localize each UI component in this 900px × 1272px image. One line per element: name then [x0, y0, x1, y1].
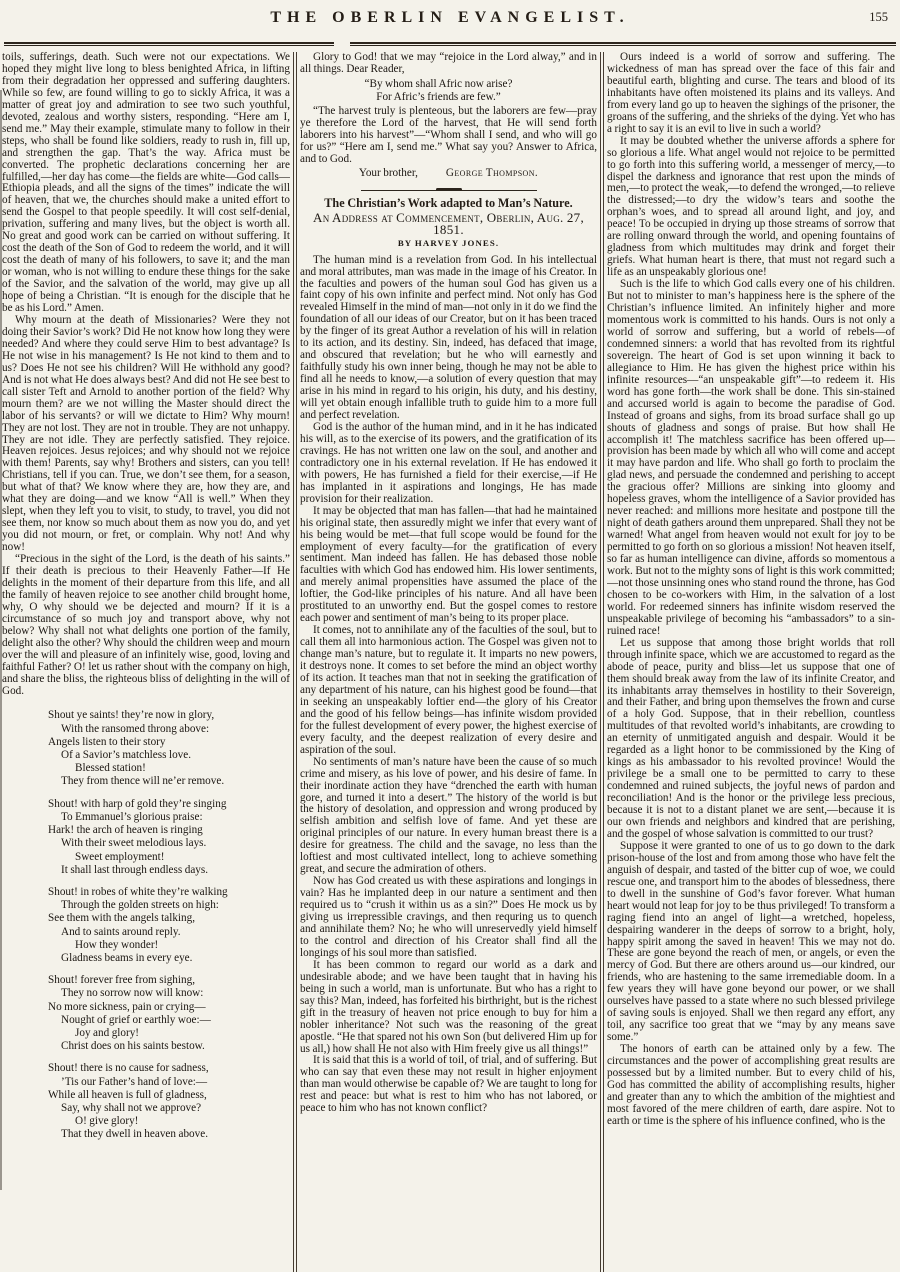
signature-name: George Thompson. — [445, 166, 539, 179]
poem-line: Say, why shall not we approve? — [61, 1101, 202, 1114]
article-byline: BY HARVEY JONES. — [397, 237, 500, 248]
poem-stanza — [48, 1062, 290, 1141]
masthead-rule-left-segment — [4, 42, 334, 46]
paragraph: No sentiments of man’s nature have been the cause of so much crime and misery, as his love of power, and his desire of fame. In their inordinate action they have “drenched the earth with human gore, and turned it into a desert.” The history of the world is but the history of desolation, and oppression and wrong produced by selfish ambition and selfish love of fame. And yet these are original principles of our nature. In every human breast there is a desire for greatness. The child and the savage, no less than the loftiest and most cultivated intellect, long to achieve something great, and secure the admiration of others. — [300, 755, 597, 876]
poem-stanza — [48, 798, 290, 877]
poem-line: Joy and glory! — [75, 1026, 140, 1039]
column-divider — [293, 52, 297, 1272]
paragraph: Ours indeed is a world of sorrow and suffering. The wickedness of man has spread over the face of this fair and beautiful earth, blighting and curse. The tears and blood of its inhabitants have often moistened its plains and its valleys. And from every land go up to heaven the sighings of the prisoner, the groans of the suffering, and the shrieks of the dying. Yet who has a right to say it is an evil to live in such a world? — [607, 52, 895, 135]
column-3 — [607, 52, 895, 1272]
poem-line: It shall last through endless days. — [61, 863, 209, 876]
signature-closing: Your brother, — [358, 166, 418, 179]
scan-edge-artifact — [0, 90, 2, 1190]
poem-line: Christ does on his saints bestow. — [61, 1040, 205, 1053]
poem-line: ’Tis our Father’s hand of love:— — [61, 1075, 208, 1088]
paragraph: It may be doubted whether the universe affords a sphere for so glorious a life. What angel would not rejoice to be permitted to go forth into this suffering world, a messenger of mercy,—to dispel the darkness and ignorance that rest upon the minds of men,—to protect the weak,—to defend the wronged,—to relieve the distressed;—to dry the widow’s tears and soothe the orphan’s woes, and to spread all around light, and joy, and peace! To be occupied in drying up those streams of sorrow that are rolling onward through the world, and opening fountains of gladness from which multitudes may drink and forget their griefs. What human heart is there, that must not regard such a life as an unspeakably glorious one! — [607, 134, 895, 279]
poem-stanza — [48, 974, 290, 1053]
paragraph: “Precious in the sight of the Lord, is the death of his saints.” If their death is precious to their Heavenly Father—If He delights in the moment of their departure from this life, and all the family of heaven rejoice to see another child brought home, why, O why should we be dejected and mourn? If it is a circumstance of so much joy and transport above, why not below? Why shall not what delights one portion of the family, delight also the other? Why should the children weep and mourn over the will and pleasure of an infinitely wise, good, loving and faithful Father? O! let us rather shout with the company on high, and share the bliss, the righteous bliss of delighting in the will of God. — [2, 553, 290, 697]
poem-line: To Emmanuel’s glorious praise: — [61, 810, 203, 823]
page-number: 155 — [869, 10, 888, 24]
poem-line: With the ransomed throng above: — [61, 722, 210, 735]
paragraph: God is the author of the human mind, and in it he has indicated his will, as to the exercise of its powers, and the gratification of its cravings. He has not written one law on the soul, and another and contradictory one in his external revelation. If He has endowed it with powers, He has furnished a field for their exercise,—if He has implanted in it aspirations and longings, He has made provision for their realization. — [300, 420, 597, 505]
poem-line: Blessed station! — [75, 762, 146, 775]
poem-line: With their sweet melodious lays. — [61, 837, 207, 850]
paragraph: Now has God created us with these aspirations and longings in vain? Has he implanted deep in our nature a sentiment and then required us to “crush it within us as a sin?” Does He mock us by giving us irrepressible cravings, and then requring us to quench and annihilate them? No; he who will unreservedly yield himself to the control and direction of his Creator shall find all the longings of his soul more than satisfied. — [300, 875, 597, 959]
afric-couplet — [306, 78, 571, 103]
letter-paragraph: “The harvest truly is plenteous, but the laborers are few—pray ye therefore the Lord of the harvest, that He will send forth laborers into his harvest”—“Whom shall I send, and who will go for us?” “Here am I, send me.” What say you? Answer to Africa, and to God. — [300, 105, 597, 165]
paragraph: The human mind is a revelation from God. In his intellectual and moral attributes, man was made in the image of his Creator. In the faculties and powers of the human soul God has given us a faint copy of his own infinite and perfect mind. Not only has God revealed Himself in the mind of man—not only in it do we find the foundation of all our ideas of our Creator, but on it has been traced by the finger of its great Author a revelation of his will in relation to its action, and its destiny. Sin, indeed, has defaced that image, and obscured that revelation; but he who will earnestly and faithfully study his own inner being, though he may not be able to find all he needs to know,—a solution of every question that may arise in his mind in regard to his origin, his duty, and his destiny, will yet obtain enough infallible truth to guide him to a more full and perfect revelation. — [300, 253, 597, 422]
poem-line: Shout! forever free from sighing, — [48, 974, 195, 987]
poem-line: Angels listen to their story — [48, 735, 166, 748]
couplet-line: “By whom shall Afric now arise? — [364, 77, 513, 90]
poem-line: Sweet employment! — [75, 850, 165, 863]
column-divider — [600, 52, 604, 1272]
letter-paragraph: Glory to God! that we may “rejoice in the Lord alway,” and in all things. Dear Reader, — [300, 52, 597, 75]
poem-line: No more sickness, pain or crying— — [48, 1000, 206, 1013]
poem-line: Through the golden streets on high: — [61, 899, 219, 912]
paragraph: Suppose it were granted to one of us to go down to the dark prison-house of the lost and from among those who have felt the anguish of despair, and tasted of the bitter cup of woe, we could rescue one, and transport him to the abodes of blessedness, there to dwell in the sunshine of God’s favor forever. What human heart would not leap for joy to be thus privileged! To transform a raging fiend into an angel of light—a wretched, hopeless, despairing wanderer in the deeps of sorrow to a bright, holy, happy spirit among the saved in heaven! This we may not do. These are gone beyond the reach of men, or angels, or even the mercy of God. But there are others around us—our kindred, our friends, who are hastening to the same irremediable doom. In a few years they will have gone beyond our power, or we shall ourselves have passed to a state where no such blessed privilege of saving souls is enjoyed. Shall we then regard any effort, any toil, any sacrifice too great that we “may by any means save some.” — [607, 839, 895, 1044]
paragraph: It comes, not to annihilate any of the faculties of the soul, but to call them all into harmonious action. The Gospel was given not to change man’s nature, but to regulate it. It imparts no new powers, it destroys none. It comes to set before the mind an object worthy of its action. It teaches man that not in seeking the gratification of any department of his nature, can his highest good be found—that in seeking an unspeakably loftier end—the glory of his Creator and the good of his fellow beings—has infinite wisdom provided for the fullest development of every power, the highest exercise of every faculty, and the deepest realization of every desire and aspiration of the soul. — [300, 624, 597, 756]
poem-line: How they wonder! — [75, 938, 159, 951]
paragraph: Why mourn at the death of Missionaries? Were they not doing their Savior’s work? Did He not know how long they were needed? And where they could serve Him to best advantage? Is He not wise in his management? Is He not kind to them and to us? Does He not see his children? Will He withhold any good? And is not what He does always best? And did not He see best to call sister Teft and Arnold to another portion of the field? Why mourn them? are we not willing the Master should direct the labor of his servants? or will we dictate to Him? Why mourn! They are not lost. They are not in trouble. They are not unhappy. They are not idle. They are perfectly satisfied. They rejoice. Heaven rejoices. Jesus rejoices; and why should not we rejoice with them! Parents, say why! Brothers and sisters, can you tell! Christians, tell if you can. True, we don’t see them, for a season, but what of that? We know where they are, how they are, and what they are doing—and we know “All is well.” When they slept, when they left you to visit, to study, to travel, you did not see them, nor know so much about them as now you do, and yet you did not mourn, or fret, or complain. Why not! And why now! — [2, 313, 290, 554]
column-1 — [2, 52, 290, 1272]
poem-line: Shout ye saints! they’re now in glory, — [48, 709, 215, 722]
poem-line: They from thence will ne’er remove. — [61, 775, 225, 788]
poem-line: Gladness beams in every eye. — [61, 951, 193, 964]
memorial-poem — [48, 709, 290, 1141]
article-subtitle: An Address at Commencement, Oberlin, Aug. 27, 1851. — [313, 209, 584, 237]
poem-line: Shout! with harp of gold they’re singing — [48, 797, 227, 810]
poem-line: See them with the angels talking, — [48, 912, 196, 925]
flourish-swell — [436, 188, 462, 191]
masthead — [0, 0, 900, 40]
poem-stanza — [48, 709, 290, 788]
article-paragraphs-continued — [607, 52, 895, 1128]
masthead-rule-right-segment — [350, 42, 896, 46]
poem-line: And to saints around reply. — [61, 925, 181, 938]
paragraph: It is said that this is a world of toil, of trial, and of suffering. But who can say that even these may not result in higher enjoyment than man would otherwise be capable of? We are taught to long for rest and peace: but what is rest to him who has not labored, or peace to him who has not known conflict? — [300, 1054, 597, 1115]
section-divider-flourish — [361, 188, 537, 191]
poem-line: Hark! the arch of heaven is ringing — [48, 824, 203, 837]
page-columns — [0, 48, 900, 1272]
poem-line: That they dwell in heaven above. — [61, 1128, 208, 1141]
couplet-line: For Afric’s friends are few.” — [376, 90, 501, 103]
paragraph: Such is the life to which God calls every one of his children. But not to minister to man’s happiness here is the sphere of the Christian’s influence limited. An infinitely higher and more momentous work is committed to his hands. Ours is not only a world of sorrow and suffering, but a world of rebels—of condemned sinners: a world that has revolted from its rightful sovereign. The heart of God is set upon winning it back to allegiance to Him. He has given the highest price within his infinite resources—“an unspeakable gift”—to redeem it. His word has gone forth—the work shall be done. This sin-stained and accursed world is again to become the paradise of God. Instead of groans and sighs, from its broad surface shall go up shouts of gladness and songs of praise. But how shall He accomplish it! The matchless sacrifice has been offered up—provision has been made by which all who will come and accept it may have pardon and life. Who shall go forth to proclaim the glad news, and persuade the condemned and perishing to accept the gracious offer? Millions are sinking into gloomy and hopeless graves, whom the intelligence of a Savior provided has never reached: and millions more hesitate and postpone till the night of death gathers around them unprepared. Shall they not be warned! What angel from heaven would not exult for joy to be permitted to go forth on so glorious a mission! Not heaven itself, so far as human intelligence can divine, affords so momentous a work. But not to the mighty sons of light is this work committed;—not those unsinning ones who stand round the throne, has God chosen to be co-workers with Him, in the salvation of a lost world. For redeemed sinners has infinite wisdom reserved the unspeakable privilege of becoming his “ambassadors” to a sin-ruined race! — [607, 278, 895, 637]
masthead-title: THE OBERLIN EVANGELIST. — [270, 9, 630, 26]
column-2 — [300, 52, 597, 1272]
paragraph: Let us suppose that among those bright worlds that roll through infinite space, which we are accustomed to regard as the abode of peace, purity and bliss—let us suppose that one of them should break away from the law of its infinite Creator, and its inhabitants array themselves in hostility to their Sovereign, and their Father, and bring upon themselves the frown and curse of a holy God. Suppose, that in their rebellion, countless multitudes of that revolted world’s inhabitants, are crowding to an eternity of unmitigated anguish and despair. Would it be regarded as a light honor to be commissioned by the King of kings as his ambassador to his revolted province! Would the privilege be a small one to be permitted to carry to these condemned and ruined subjects, the joyful news of pardon and reconciliation! And is the honor or the privilege less precious, because it is not to a distant planet we are sent,—because it is our own friends and neighbors and kindred that are perishing, and the gospel of whose salvation is committed to our trust? — [607, 636, 895, 840]
poem-line: While all heaven is full of gladness, — [48, 1088, 207, 1101]
letter-signature — [300, 168, 597, 180]
paragraph: It may be objected that man has fallen—that had he maintained his original state, then assuredly might we infer that every want of his being would be met—that full scope would be found for the employment of every faculty—for the gratification of every sentiment. Man indeed has fallen. He has debased those noble faculties with which God has endowed him. His lower sentiments, and merely animal propensities have assumed the place of the loftier, the God-like principles of his nature. And all have been prostituted to an unworthy end. But the gospel comes to restore each power and sentiment of man’s being to its proper place. — [300, 504, 597, 625]
missionary-article-continuation — [2, 52, 290, 697]
article-title: The Christian’s Work adapted to Man’s Nature. — [324, 195, 573, 210]
poem-line: Shout! in robes of white they’re walking — [48, 885, 228, 898]
poem-stanza — [48, 886, 290, 965]
paragraph: toils, sufferings, death. Such were not our expectations. We hoped they might live long to bless benighted Africa, in lifting from their degradation her oppressed and suffering daughters. While so few, are found willing to go to sickly Africa, it was a matter of great joy and admiration to see two such youthful, devoted, zealous and worthy sisters, responding. “Here am I, send me.” May their example, stimulate many to follow in their steps, who shall be found like soldiers, ready to rush in, fill up, and strengthen the gap. That’s the way. Africa must be converted. The prophetic declarations concerning her are fulfilled,—her day has come—the fields are white—God calls—Ethiopia pleads, and all the signs of the times” indicate the will of heaven, that we, the churches should make a united effort to send the Gospel to that people speedily. It will cost self-denial, privation, suffering and many lives, but the object is worth all. No great and good work can be carried on without suffering. It cost the death of the Son of God to redeem the world, and it will cost the death of many of his followers, to save it; and the man or woman, who is not willing to endure these things for the sake of the Savior, and the salvation of the world, may give up all hope of being a Christian. “It is enough for the disciple that he be as his Lord.” Amen. — [2, 52, 290, 315]
poem-line: They no sorrow now will know: — [61, 987, 204, 1000]
article-paragraphs — [300, 255, 597, 1116]
paragraph: The honors of earth can be attained only by a few. The circumstances and the power of accomplishing great results are possessed but by a limited number. But to every child of his, God has committed the ability of accomplishing results, higher and greater than any to which the ambition of the mightiest and most favored of the mere children of earth, dare aspire. Not to earth or time is the sphere of his influence confined, who is the — [607, 1043, 895, 1127]
poem-line: Shout! there is no cause for sadness, — [48, 1062, 209, 1075]
poem-line: Nought of grief or earthly woe:— — [61, 1013, 211, 1026]
poem-line: Of a Savior’s matchless love. — [61, 749, 192, 762]
paragraph: It has been common to regard our world as a dark and undesirable abode; and we have been taught that in having his being in such a world, man is unfortunate. But who has a right to say this? Man, indeed, has forfeited his birthright, but is the richest gift in the treasury of heaven not price enough to buy for him a nobler inheritance? Not such was the reasoning of the great apostle. “He that spared not his own Son (but delivered Him up for us all,) how shall He not also with Him freely give us all things!” — [300, 958, 597, 1055]
poem-line: O! give glory! — [75, 1115, 139, 1128]
